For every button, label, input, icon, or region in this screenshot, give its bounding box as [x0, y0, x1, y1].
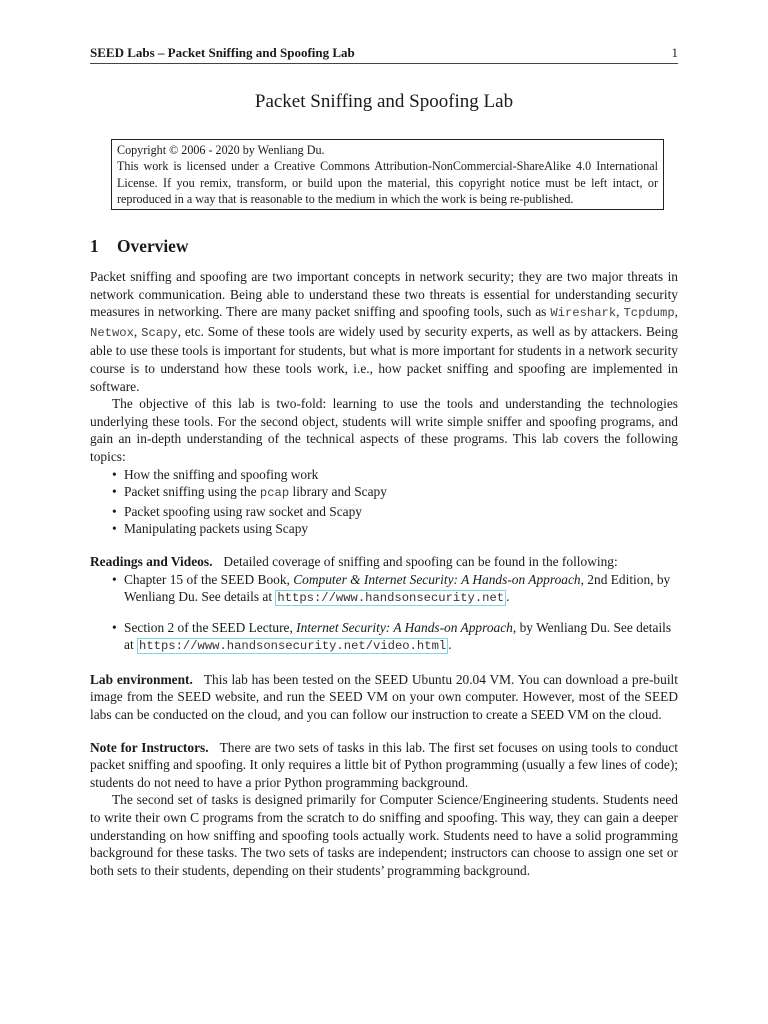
handsonsecurity-link[interactable]: https://www.handsonsecurity.net [277, 591, 505, 606]
list-item-text: , by Wenliang Du. See details at [124, 619, 672, 653]
code-pcap: pcap [259, 486, 290, 501]
instructors-paragraph-2: The second set of tasks is designed primarily for Computer Science/Engineering students. Students need to write their own C programs from the scratch to do sniffing and spoofing. This way, they can gain a deeper understanding on how sniffing and spoofing tools actually work. Students need to have a solid programming background for these tasks. The two sets of tasks are independent; instructors can choose to assign one set or both sets to their students, depending on their students’ programming background. [90, 792, 678, 878]
list-item [90, 571, 678, 608]
tool-name-tcpdump: Tcpdump [623, 306, 675, 321]
tool-name-netwox: Netwox [90, 325, 134, 340]
paragraph-text: Packet sniffing and spoofing are two important concepts in network security; they are two major threats in network communication. Being able to understand these two threats is essential for understanding security measures in networking. There are many packet sniffing and spoofing tools, such as [90, 269, 678, 320]
punctuation: . [506, 589, 510, 605]
list-item-text: Section 2 of the SEED Lecture, [124, 619, 297, 635]
lecture-title: Internet Security: A Hands-on Approach [296, 619, 513, 635]
body-text [90, 268, 678, 879]
license-text: This work is licensed under a Creative Commons Attribution-NonCommercial-ShareAlike 4.0 International License. If you remix, transform, or build upon the material, this copyright notice must be left intact, or reproduced in a way that is reasonable to the medium in which the work is being re-published. [117, 159, 658, 206]
list-item-text: , 2nd Edition, by Wenliang Du. See details at [124, 571, 671, 605]
list-item-text: library and Scapy [289, 484, 387, 500]
bullet: • [112, 571, 117, 587]
list-item [90, 619, 678, 656]
list-item-text: How the sniffing and spoofing work [124, 466, 319, 482]
bullet: • [112, 619, 117, 635]
list-item [90, 503, 678, 521]
section-title: Overview [117, 236, 189, 256]
overview-paragraph-1: Packet sniffing and spoofing are two important concepts in network security; they are two major threats in network communication. Being able to understand these two threats is essential for understanding security measures in networking. There are many packet sniffing and spoofing tools, such as Wireshark, Tcpdump, Netwox, Scapy, etc. Some of these tools are widely used by security experts, as well as by attackers. Being able to use these tools is important for students, but what is more important for students in a network security course is to understand how these tools work, i.e., how packet sniffing and spoofing are implemented in software. [90, 269, 678, 394]
paragraph-text: This lab has been tested on the SEED Ubuntu 20.04 VM. You can download a pre-built image from the SEED website, and run the SEED VM on your own computer. However, most of the SEED labs can be conducted on the cloud, and you can follow our instruction to create a SEED VM on the cloud. [90, 671, 678, 723]
readings-list [90, 571, 678, 656]
section-number: 1 [90, 236, 99, 256]
book-title: Computer & Internet Security: A Hands-on Approach [293, 571, 581, 587]
list-item-text: Packet sniffing using the [124, 484, 260, 500]
list-item-text: Chapter 15 of the SEED Book, [124, 571, 294, 587]
page-number: 1 [671, 45, 678, 60]
header-rule [90, 63, 678, 64]
tool-name-scapy: Scapy [141, 325, 178, 340]
bullet: • [112, 484, 117, 500]
punctuation: . [448, 637, 452, 653]
bullet: • [112, 466, 117, 482]
overview-paragraph-2: The objective of this lab is two-fold: learning to use the tools and understanding the technologies underlying these tools. For the second object, students will write simple sniffer and spoofing programs, and gain an in-depth understanding of the technical aspects of these programs. This lab covers the following topics: [90, 396, 678, 464]
list-item [90, 483, 678, 503]
readings-paragraph [90, 553, 678, 571]
instructors-paragraph-1 [90, 739, 678, 792]
readings-label: Readings and Videos. [90, 553, 213, 569]
copyright-line: Copyright © 2006 - 2020 by Wenliang Du. [117, 143, 325, 157]
paragraph-text: There are two sets of tasks in this lab. The first set focuses on using tools to conduct packet sniffing and spoofing. It only requires a little bit of Python programming (usually a few lines of code); students do not need to have a prior Python programming background. [90, 739, 678, 790]
running-header [90, 44, 678, 62]
copyright-box [111, 139, 664, 210]
lab-environment-paragraph [90, 671, 678, 724]
list-item [90, 520, 678, 538]
running-title: SEED Labs – Packet Sniffing and Spoofing Lab [90, 45, 355, 60]
tool-name-wireshark: Wireshark [550, 306, 617, 321]
list-item-text: Packet spoofing using raw socket and Scapy [124, 503, 363, 519]
page-title: Packet Sniffing and Spoofing Lab [254, 91, 514, 112]
topics-list [90, 466, 678, 538]
instructors-label: Note for Instructors. [90, 739, 209, 755]
paragraph-text: Detailed coverage of sniffing and spoofing can be found in the following: [223, 553, 618, 569]
video-link[interactable]: https://www.handsonsecurity.net/video.html [139, 639, 447, 654]
lab-environment-label: Lab environment. [90, 671, 193, 687]
bullet: • [112, 521, 117, 537]
list-item-text: Manipulating packets using Scapy [124, 521, 309, 537]
list-item [90, 466, 678, 484]
paragraph-text: , etc. Some of these tools are widely used by security experts, as well as by attackers. Being able to use these tools is important for students, but what is more important for students in a network security course is to understand how these tools work, i.e., how packet sniffing and spoofing are implemented in software. [90, 323, 678, 394]
bullet: • [112, 503, 117, 519]
section-heading-overview [90, 235, 188, 257]
